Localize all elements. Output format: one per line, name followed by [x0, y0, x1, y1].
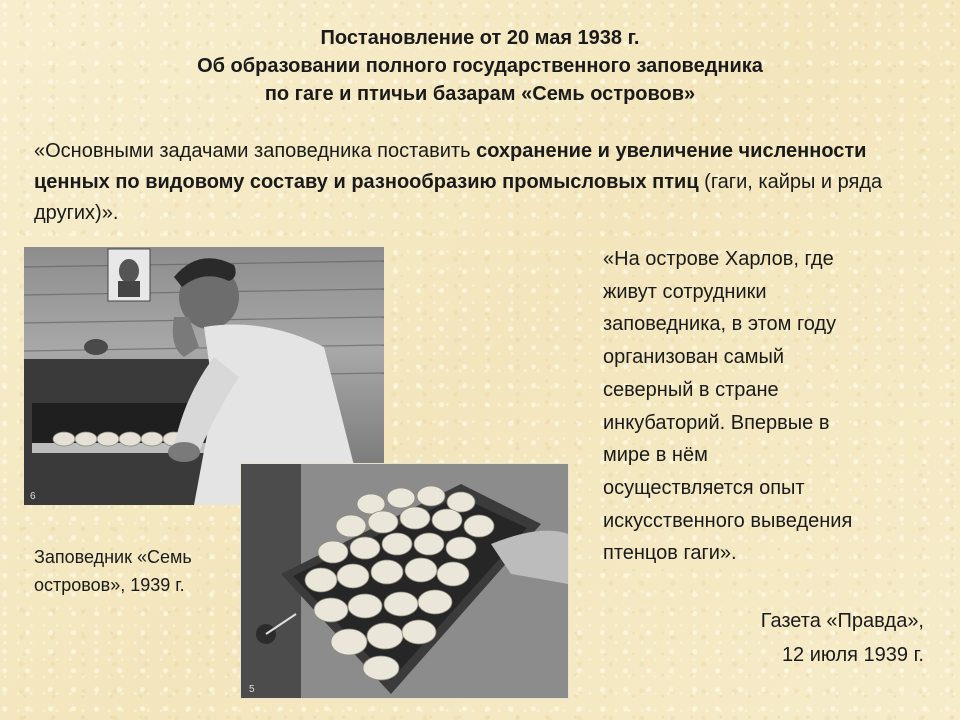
newspaper-quote-line: птенцов гаги».: [603, 542, 737, 565]
title-line-1: Постановление от 20 мая 1938 г.: [320, 27, 640, 49]
caption-line-2: островов», 1939 г.: [34, 575, 185, 595]
newspaper-quote-line: живут сотрудники: [603, 280, 767, 303]
newspaper-source: [761, 604, 924, 672]
newspaper-quote-line: мире в нём: [603, 444, 708, 467]
photo-egg-tray: [241, 464, 568, 698]
source-line-2: 12 июля 1939 г.: [781, 644, 924, 666]
decree-quote: [34, 136, 934, 229]
page-title: [0, 24, 960, 108]
quote-bold-text: сохранение и увеличение численности ценных по видовому составу и разнообразию промысловых птиц: [34, 140, 867, 193]
title-line-2: Об образовании полного государственного заповедника: [197, 55, 763, 77]
newspaper-quote-line: осуществляется опыт: [603, 476, 805, 499]
source-line-1: Газета «Правда»,: [760, 610, 924, 632]
newspaper-quote-line: искусственного выведения: [603, 509, 853, 532]
quote-text-end: (гаги, кайры и ряда других)».: [34, 171, 883, 224]
photo-caption: [34, 543, 192, 599]
title-line-3: по гаге и птичьи базарам «Семь островов»: [264, 83, 696, 105]
newspaper-quote-line: «На острове Харлов, где: [603, 248, 834, 270]
newspaper-quote-line: северный в стране: [603, 378, 779, 401]
newspaper-quote: [603, 243, 923, 570]
newspaper-quote-line: заповедника, в этом году: [603, 313, 837, 336]
caption-line-1: Заповедник «Семь: [34, 547, 192, 567]
quote-text-start: «Основными задачами заповедника поставить: [34, 140, 477, 162]
newspaper-quote-line: инкубаторий. Впервые в: [603, 411, 830, 434]
photo-1-mark: 6: [30, 491, 36, 502]
photo-2-mark: 5: [249, 684, 255, 695]
newspaper-quote-line: организован самый: [603, 346, 785, 369]
